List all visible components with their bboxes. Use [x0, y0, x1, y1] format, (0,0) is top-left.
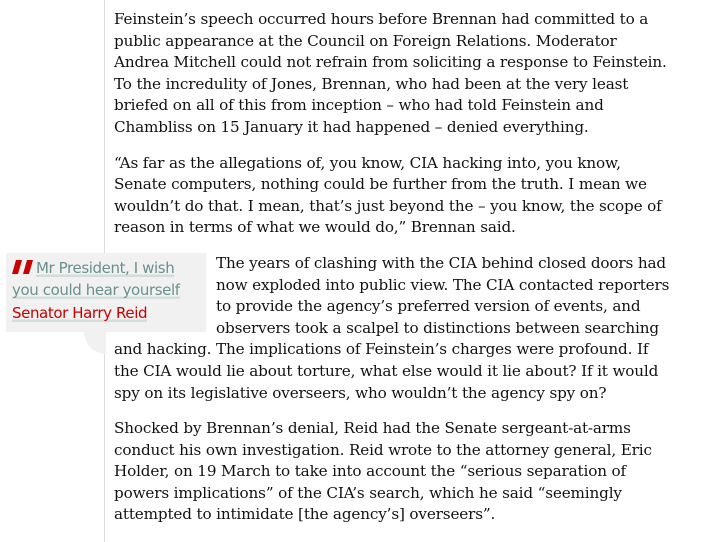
article-paragraph-3: The years of clashing with the CIA behind closed doors had now exploded into public view. The CIA contacted reporters to provide the agency’s preferred version of events, and observers took a scalpel to distinctions between searching and hacking. The implications of Feinstein’s charges were profound. If the CIA would lie about torture, what else would it lie about? If it would spy on its legislative overseers, who wouldn’t the agency spy on? [114, 253, 670, 402]
article-paragraph-4: Shocked by Brennan’s denial, Reid had the Senate sergeant-at-arms conduct his own investigation. Reid wrote to the attorney general, Eric Holder, on 19 March to take into account the “serious separation of powers implications” of the CIA’s search, which he said “seemingly attempted to intimidate [the agency’s] overseers”. [114, 419, 652, 524]
article-body [12, 9, 674, 540]
pullquote-attribution-text: Senator Harry Reid [12, 303, 148, 322]
pullquote [6, 253, 206, 333]
quote-mark-icon [12, 260, 34, 274]
pullquote-attribution [12, 302, 198, 325]
article-paragraph-1: Feinstein’s speech occurred hours before Brennan had committed to a public appearance at the Council on Foreign Relations. Moderator Andrea Mitchell could not refrain from soliciting a response to Feinstein. To the incredulity of Jones, Brennan, who had been at the very least briefed on all of this from inception – who had told Feinstein and Chambliss on 15 January it had happened – denied everything. [114, 10, 667, 136]
pullquote-text: Mr President, I wish you could hear yourself [12, 258, 180, 300]
article-paragraph-2: “As far as the allegations of, you know, CIA hacking into, you know, Senate computers, nothing could be further from the truth. I mean we wouldn’t do that. I mean, that’s just beyond the – you know, the scope of reason in terms of what we would do,” Brennan said. [114, 153, 662, 237]
